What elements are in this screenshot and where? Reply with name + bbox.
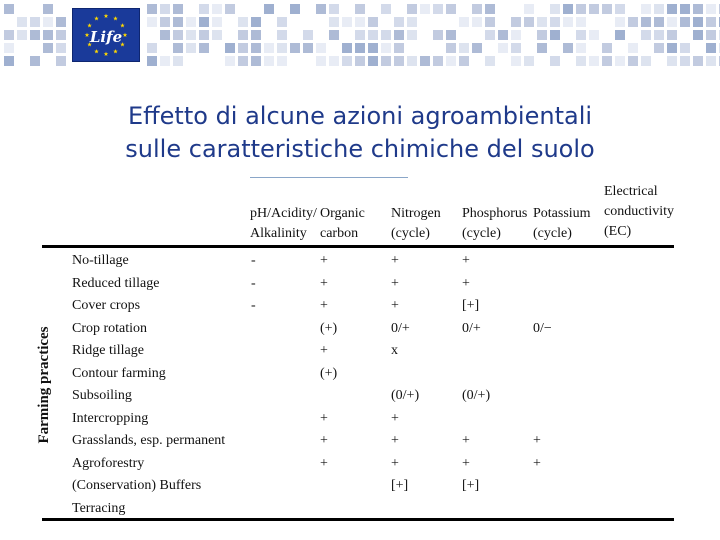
banner-tile [641,56,651,66]
banner-tile [290,4,300,14]
banner-tile [706,4,716,14]
banner-tile [459,56,469,66]
eu-stars-logo-icon [73,9,139,61]
practice-label: Reduced tillage [72,275,160,291]
banner-tile [563,43,573,53]
banner-tile [680,17,690,27]
table-row: Intercropping + + [72,410,399,426]
banner-tile [576,56,586,66]
banner-tile [667,17,677,27]
practice-label: Grasslands, esp. permanent [72,433,226,448]
practice-label: Cover crops [72,298,141,313]
banner-tile [147,43,157,53]
banner-tile [576,17,586,27]
banner-tile [407,17,417,27]
banner-tile [4,56,14,66]
banner-tile [407,56,417,66]
banner-tile [446,30,456,40]
banner-tile [550,56,560,66]
banner-tile [355,4,365,14]
star-icon [104,14,109,18]
banner-tile [316,56,326,66]
banner-tile [329,17,339,27]
banner-tile [446,56,456,66]
banner-tile [524,56,534,66]
banner-tile [602,43,612,53]
banner-tile [264,43,274,53]
eu-life-logo [72,8,140,62]
banner-tile [381,56,391,66]
banner-tile [199,43,209,53]
banner-tile [589,30,599,40]
banner-tile [173,17,183,27]
banner-tile [628,56,638,66]
table-row: Ridge tillage + x [72,343,398,358]
practice-label: Terracing [72,500,126,516]
banner-tile [485,30,495,40]
banner-tile [212,30,222,40]
banner-tile [368,30,378,40]
banner-tile [43,17,53,27]
banner-tile [238,30,248,40]
practice-label: Contour farming [72,365,166,381]
banner-tile [667,43,677,53]
star-icon [87,23,92,27]
star-icon [123,33,128,37]
banner-tile [277,56,287,66]
banner-tile [199,30,209,40]
banner-tile [615,30,625,40]
star-icon [113,49,118,53]
table-bottom-rule [42,518,674,521]
banner-tile [680,56,690,66]
star-icon [113,16,118,20]
banner-tile [4,43,14,53]
banner-tile [394,17,404,27]
banner-tile [693,30,703,40]
banner-tile [160,17,170,27]
banner-tile [706,17,716,27]
table-row: Cover crops - + + [+] [72,298,480,313]
banner-tile [43,43,53,53]
banner-tile [56,43,66,53]
column-header-ph: pH/Acidity/ Alkalinity [250,206,317,241]
banner-tile [381,4,391,14]
banner-tile [355,56,365,66]
banner-tile [628,43,638,53]
logo-text: Life [89,28,123,46]
table-row: Contour farming (+) [72,365,338,381]
banner-tile [615,56,625,66]
table-row: (Conservation) Buffers [+] [+] [72,478,480,493]
banner-tile [368,17,378,27]
star-icon [94,49,99,53]
star-icon [104,52,109,56]
banner-tile [147,4,157,14]
banner-tile [147,17,157,27]
banner-tile [706,56,716,66]
banner-tile [290,43,300,53]
banner-tile [563,17,573,27]
banner-tile [485,56,495,66]
banner-tile [550,17,560,27]
column-header-organic-carbon: Organic carbon [320,206,365,241]
banner-tile [667,30,677,40]
banner-tile [693,4,703,14]
practice-label: Agroforestry [72,455,145,471]
axis-label-farming-practices: Farming practices [36,326,52,444]
title-line-2: sulle caratteristiche chimiche del suolo [125,135,595,164]
banner-tile [394,30,404,40]
banner-tile [576,30,586,40]
star-icon [85,33,90,37]
banner-tile [4,30,14,40]
banner-tile [511,56,521,66]
banner-tile [251,56,261,66]
banner-tile [277,30,287,40]
banner-tile [355,17,365,27]
banner-tile [615,4,625,14]
practice-label: Ridge tillage [72,343,144,358]
banner-tile [680,4,690,14]
banner-tile [316,43,326,53]
table-row: Reduced tillage - + + + [72,275,470,291]
banner-tile [641,17,651,27]
banner-tile [160,56,170,66]
star-icon [120,23,125,27]
banner-tile [355,30,365,40]
practice-label: No-tillage [72,253,129,268]
banner-tile [173,4,183,14]
banner-tile [368,43,378,53]
banner-tile [589,4,599,14]
banner-tile [251,43,261,53]
banner-tile [641,4,651,14]
banner-tile [576,43,586,53]
banner-tile [303,43,313,53]
column-header-potassium: Potassium (cycle) [533,206,591,241]
banner-tile [446,43,456,53]
banner-tile [433,30,443,40]
banner-tile [459,17,469,27]
banner-tile [407,30,417,40]
banner-tile [654,30,664,40]
banner-tile [56,30,66,40]
banner-tile [199,4,209,14]
banner-tile [277,43,287,53]
banner-tile [329,4,339,14]
banner-tile [407,4,417,14]
table-row: Crop rotation (+) 0/+ 0/+ 0/− [72,320,552,336]
banner-tile [498,30,508,40]
banner-tile [628,17,638,27]
banner-tile [537,43,547,53]
banner-tile [394,56,404,66]
banner-tile [667,56,677,66]
banner-tile [693,17,703,27]
banner-tile [212,17,222,27]
banner-tile [186,17,196,27]
banner-tile [277,17,287,27]
banner-tile [238,43,248,53]
table-top-rule [42,245,674,248]
banner-tile [355,43,365,53]
banner-tile [654,43,664,53]
banner-tile [238,17,248,27]
banner-tile [368,56,378,66]
banner-tile [550,30,560,40]
practice-label: Subsoiling [72,388,132,403]
banner-tile [511,17,521,27]
banner-tile [173,43,183,53]
banner-tile [56,56,66,66]
banner-tile [654,4,664,14]
practice-label: Crop rotation [72,320,148,336]
practice-label: Intercropping [72,410,149,426]
banner-tile [30,30,40,40]
banner-tile [706,30,716,40]
banner-tile [446,4,456,14]
banner-tile [43,4,53,14]
banner-tile [342,56,352,66]
banner-tile [316,4,326,14]
table-row: No-tillage - + + + [72,253,470,268]
banner-tile [511,30,521,40]
banner-tile [225,4,235,14]
table-row: Grasslands, esp. permanent + + + + [72,433,541,448]
banner-tile [173,30,183,40]
banner-tile [667,4,677,14]
banner-tile [212,4,222,14]
practice-label: (Conservation) Buffers [72,478,202,493]
banner-tile [550,4,560,14]
banner-tile [251,17,261,27]
banner-tile [303,30,313,40]
banner-tile [147,56,157,66]
banner-tile [30,17,40,27]
banner-tile [173,56,183,66]
table-row: Agroforestry + + + + [72,455,541,471]
banner-tile [706,43,716,53]
banner-tile [485,4,495,14]
banner-tile [433,4,443,14]
banner-tile [381,43,391,53]
banner-tile [680,43,690,53]
slide-title [40,100,680,166]
banner-tile [472,17,482,27]
banner-tile [498,43,508,53]
banner-tile [511,43,521,53]
banner-tile [589,56,599,66]
banner-tile [654,17,664,27]
banner-tile [420,4,430,14]
banner-tile [43,30,53,40]
banner-tile [186,43,196,53]
banner-tile [576,4,586,14]
table-row: Subsoiling (0/+) (0/+) [72,388,491,403]
banner-tile [329,56,339,66]
column-header-nitrogen: Nitrogen (cycle) [391,206,441,241]
banner-tile [472,43,482,53]
banner-tile [56,17,66,27]
banner-tile [160,30,170,40]
banner-tile [264,4,274,14]
banner-tile [563,4,573,14]
banner-tile [199,17,209,27]
banner-tile [17,17,27,27]
banner-tile [537,17,547,27]
banner-tile [186,30,196,40]
banner-tile [472,4,482,14]
banner-tile [381,30,391,40]
banner-tile [537,30,547,40]
banner-tile [602,4,612,14]
column-header-phosphorus: Phosphorus (cycle) [462,206,528,241]
star-icon [94,16,99,20]
banner-tile [420,56,430,66]
banner-tile [30,56,40,66]
banner-tile [342,43,352,53]
banner-tile [225,43,235,53]
banner-tile [693,56,703,66]
banner-tile [160,4,170,14]
column-header-electrical-conductivity: Electrical conductivity (EC) [604,184,674,239]
banner-tile [264,56,274,66]
banner-tile [459,43,469,53]
banner-tile [615,17,625,27]
banner-tile [433,56,443,66]
banner-tile [485,17,495,27]
banner-tile [641,30,651,40]
banner-tile [329,30,339,40]
banner-tile [4,4,14,14]
banner-tile [524,4,534,14]
banner-tile [342,17,352,27]
header-divider [250,177,408,178]
banner-tile [394,43,404,53]
banner-tile [524,17,534,27]
banner-tile [17,30,27,40]
banner-tile [225,56,235,66]
title-line-1: Effetto di alcune azioni agroambientali [127,102,593,131]
banner-tile [602,56,612,66]
banner-tile [251,30,261,40]
banner-tile [238,56,248,66]
